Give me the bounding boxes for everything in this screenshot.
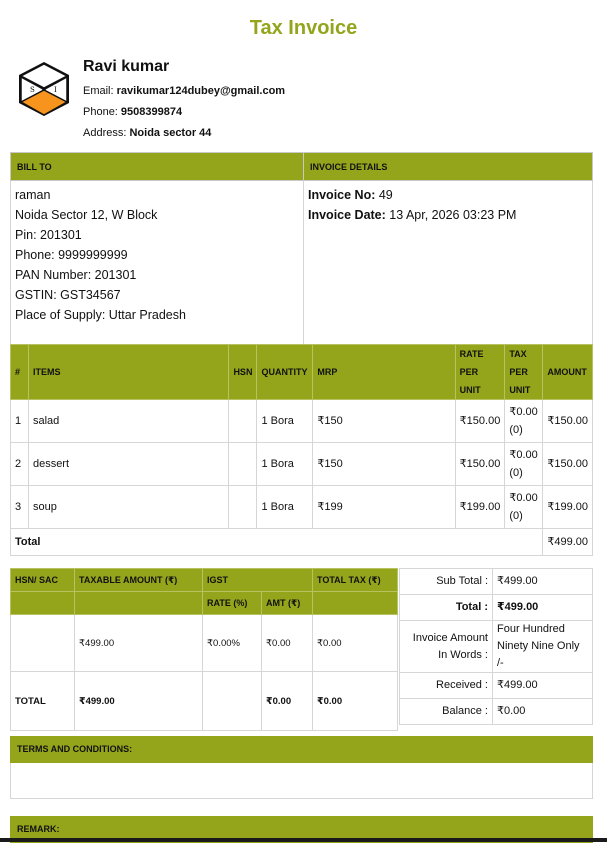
col-rate: RATE PER UNIT [455, 345, 505, 400]
row-mrp: ₹150 [313, 400, 455, 443]
col-num: # [11, 345, 29, 400]
igst-amt-value: ₹0.00 [262, 615, 313, 672]
table-row [11, 443, 593, 486]
business-logo [17, 60, 71, 118]
customer-gstin: GSTIN: GST34567 [15, 288, 121, 302]
row-hsn [229, 400, 257, 443]
row-item: dessert [28, 443, 228, 486]
taxable-value: ₹499.00 [75, 615, 203, 672]
items-header-row [11, 345, 593, 400]
bill-to-table [10, 152, 593, 358]
col-items: ITEMS [28, 345, 228, 400]
subtotal-value: ₹499.00 [493, 569, 593, 595]
page-bottom-edge [0, 838, 607, 842]
row-num: 1 [11, 400, 29, 443]
col-amount: AMOUNT [543, 345, 593, 400]
igst-rate-value: ₹0.00% [203, 615, 262, 672]
col-quantity: QUANTITY [257, 345, 313, 400]
table-row [11, 400, 593, 443]
invoice-date: Invoice Date: 13 Apr, 2026 03:23 PM [308, 208, 517, 222]
row-tax: ₹0.00 (0) [505, 486, 543, 529]
balance-row: Balance : ₹0.00 [400, 699, 593, 725]
items-total-label: Total [11, 529, 543, 556]
place-of-supply: Place of Supply: Uttar Pradesh [15, 308, 186, 322]
amount-summary-table [399, 568, 593, 725]
business-phone: Phone: 9508399874 [83, 106, 183, 118]
row-rate: ₹150.00 [455, 400, 505, 443]
terms-header: TERMS AND CONDITIONS: [10, 736, 593, 763]
subtotal-row: Sub Total : ₹499.00 [400, 569, 593, 595]
col-total-tax: TOTAL TAX (₹) [313, 569, 398, 592]
row-qty: 1 Bora [257, 486, 313, 529]
col-hsn: HSN [229, 345, 257, 400]
invoice-details-header: INVOICE DETAILS [304, 153, 593, 181]
business-address: Address: Noida sector 44 [83, 127, 212, 139]
row-item: salad [28, 400, 228, 443]
row-item: soup [28, 486, 228, 529]
tax-summary-table [10, 568, 398, 731]
invoice-number: Invoice No: 49 [308, 188, 393, 202]
row-mrp: ₹199 [313, 486, 455, 529]
business-name: Ravi kumar [83, 58, 170, 75]
business-info [83, 58, 285, 144]
total-value: ₹499.00 [493, 595, 593, 621]
customer-pan: PAN Number: 201301 [15, 268, 137, 282]
row-tax: ₹0.00 (0) [505, 400, 543, 443]
row-hsn [229, 486, 257, 529]
terms-section [10, 736, 593, 799]
invoice-title: Tax Invoice [249, 17, 358, 39]
col-igst: IGST [203, 569, 313, 592]
total-tax-value: ₹0.00 [313, 615, 398, 672]
total-row: Total : ₹499.00 [400, 595, 593, 621]
row-mrp: ₹150 [313, 443, 455, 486]
row-rate: ₹199.00 [455, 486, 505, 529]
col-mrp: MRP [313, 345, 455, 400]
row-amount: ₹150.00 [543, 443, 593, 486]
col-igst-amt: AMT (₹) [262, 592, 313, 615]
row-tax: ₹0.00 (0) [505, 443, 543, 486]
col-igst-rate: RATE (%) [203, 592, 262, 615]
bill-to-body [11, 181, 304, 358]
customer-pin: Pin: 201301 [15, 228, 82, 242]
logo-letter-s: S [30, 86, 35, 94]
table-row [11, 615, 398, 672]
received-value: ₹499.00 [493, 673, 593, 699]
tax-total-row: TOTAL ₹499.00 ₹0.00 ₹0.00 [11, 672, 398, 731]
invoice-details-body [304, 181, 593, 358]
col-tax: TAX PER UNIT [505, 345, 543, 400]
items-table [10, 344, 593, 556]
customer-name: raman [15, 188, 51, 202]
row-amount: ₹150.00 [543, 400, 593, 443]
amount-in-words: Four Hundred Ninety Nine Only /- [493, 621, 593, 673]
row-num: 3 [11, 486, 29, 529]
balance-value: ₹0.00 [493, 699, 593, 725]
bill-to-header: BILL TO [11, 153, 304, 181]
row-hsn [229, 443, 257, 486]
col-taxable-amount: TAXABLE AMOUNT (₹) [75, 569, 203, 592]
received-row: Received : ₹499.00 [400, 673, 593, 699]
business-email: Email: ravikumar124dubey@gmail.com [83, 85, 286, 97]
amount-in-words-row: Invoice Amount In Words : Four Hundred Ninety Nine Only /- [400, 621, 593, 673]
remark-header: REMARK: [10, 816, 593, 843]
customer-phone: Phone: 9999999999 [15, 248, 128, 262]
terms-body [10, 763, 593, 799]
tax-total-label: TOTAL [11, 672, 75, 731]
col-hsn-sac: HSN/ SAC [11, 569, 75, 592]
logo-letter-i: I [54, 86, 57, 94]
row-qty: 1 Bora [257, 400, 313, 443]
row-amount: ₹199.00 [543, 486, 593, 529]
items-total-amount: ₹499.00 [543, 529, 593, 556]
table-row [11, 486, 593, 529]
items-total-row [11, 529, 593, 556]
row-qty: 1 Bora [257, 443, 313, 486]
row-num: 2 [11, 443, 29, 486]
customer-address: Noida Sector 12, W Block [15, 208, 158, 222]
row-rate: ₹150.00 [455, 443, 505, 486]
